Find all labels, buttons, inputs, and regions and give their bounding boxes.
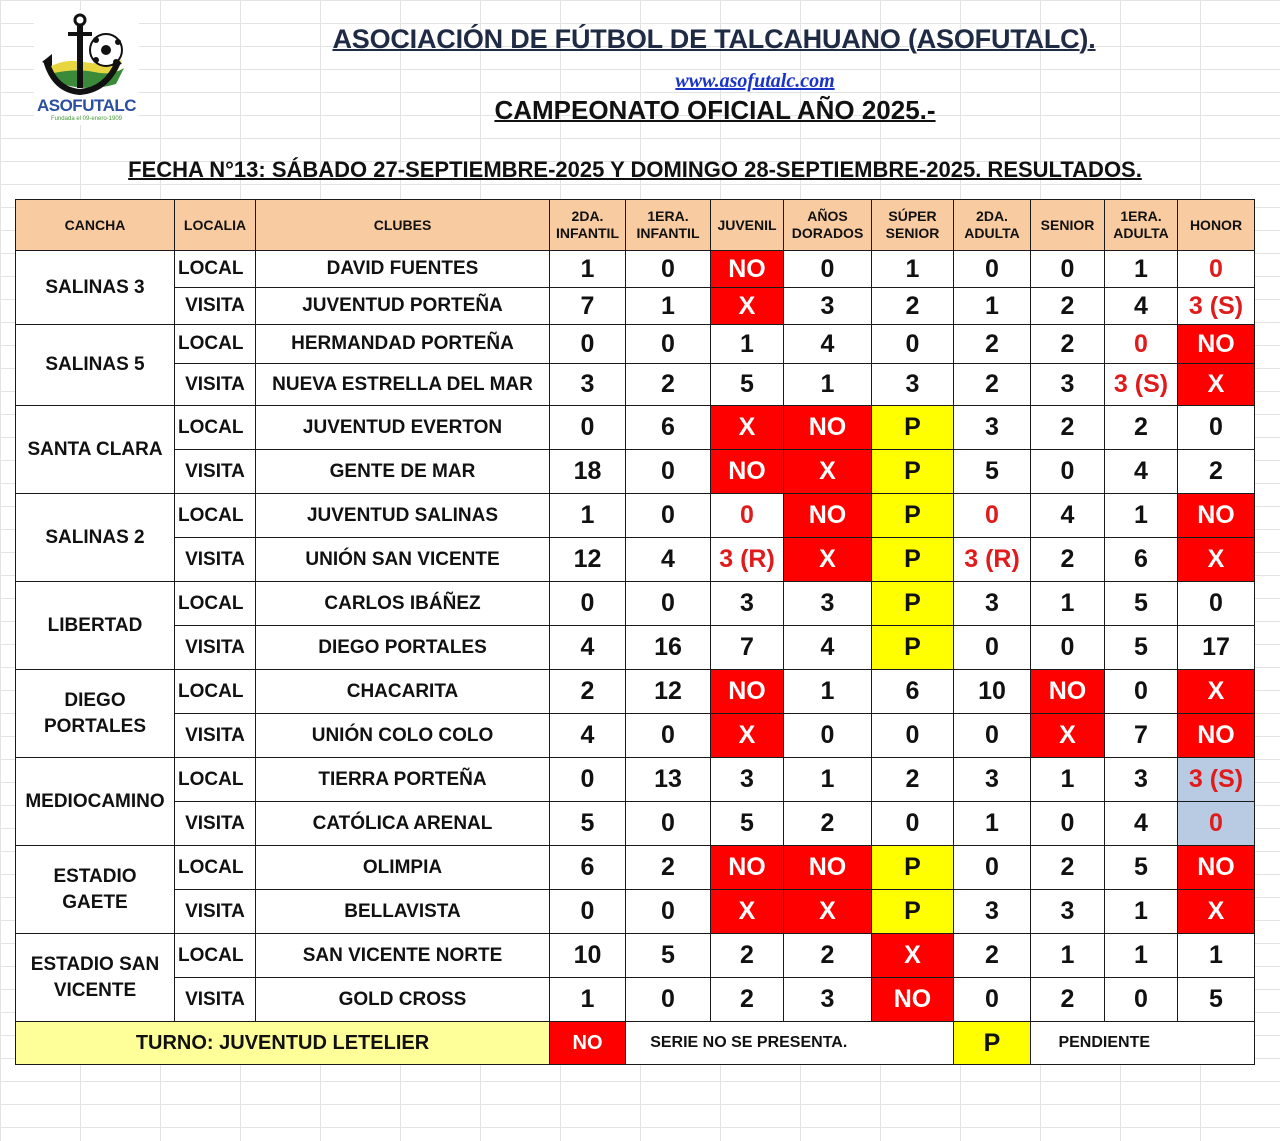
legend-row <box>16 1022 1255 1065</box>
score-cell: 0 <box>1178 251 1255 288</box>
logo-name: ASOFUTALC <box>36 96 137 115</box>
localia-cell: LOCAL <box>175 670 256 714</box>
table-row <box>16 288 1255 325</box>
score-cell: X <box>711 288 784 325</box>
score-cell: 3 <box>1031 890 1105 934</box>
score-cell: 17 <box>1178 626 1255 670</box>
score-cell: 4 <box>784 325 872 364</box>
score-cell: 12 <box>626 670 711 714</box>
club-cell: JUVENTUD PORTEÑA <box>256 288 550 325</box>
score-cell: 6 <box>1105 538 1178 582</box>
score-cell: 0 <box>711 494 784 538</box>
score-cell: 0 <box>872 714 954 758</box>
table-row <box>16 325 1255 364</box>
localia-cell: LOCAL <box>175 934 256 978</box>
score-cell: NO <box>711 251 784 288</box>
club-cell: TIERRA PORTEÑA <box>256 758 550 802</box>
score-cell: 13 <box>626 758 711 802</box>
score-cell: 1 <box>711 325 784 364</box>
legend-spacer <box>872 1022 954 1065</box>
score-cell: X <box>1178 538 1255 582</box>
results-table <box>15 199 1255 1065</box>
score-cell: NO <box>872 978 954 1022</box>
cancha-cell: SALINAS 5 <box>16 325 175 406</box>
club-cell: CATÓLICA ARENAL <box>256 802 550 846</box>
score-cell: 1 <box>550 251 626 288</box>
column-header: 1ERA. INFANTIL <box>626 200 711 251</box>
table-row <box>16 251 1255 288</box>
score-cell: 2 <box>954 934 1031 978</box>
score-cell: 3 (R) <box>954 538 1031 582</box>
score-cell: 1 <box>1105 494 1178 538</box>
cancha-cell: SALINAS 2 <box>16 494 175 582</box>
score-cell: 2 <box>784 802 872 846</box>
score-cell: P <box>872 538 954 582</box>
page-title: ASOCIACIÓN DE FÚTBOL DE TALCAHUANO (ASOFUTALC). <box>332 24 1096 54</box>
column-header: LOCALIA <box>175 200 256 251</box>
column-header: CLUBES <box>256 200 550 251</box>
score-cell: 5 <box>626 934 711 978</box>
score-cell: 0 <box>626 582 711 626</box>
table-row <box>16 758 1255 802</box>
localia-cell: LOCAL <box>175 325 256 364</box>
club-cell: UNIÓN COLO COLO <box>256 714 550 758</box>
table-row <box>16 802 1255 846</box>
score-cell: 0 <box>626 802 711 846</box>
localia-cell: LOCAL <box>175 758 256 802</box>
score-cell: 5 <box>1105 626 1178 670</box>
score-cell: 0 <box>1105 670 1178 714</box>
score-cell: 0 <box>954 494 1031 538</box>
club-cell: DIEGO PORTALES <box>256 626 550 670</box>
score-cell: 0 <box>954 846 1031 890</box>
localia-cell: VISITA <box>175 890 256 934</box>
score-cell: 3 <box>784 288 872 325</box>
localia-cell: LOCAL <box>175 846 256 890</box>
score-cell: NO <box>711 670 784 714</box>
score-cell: 5 <box>1105 846 1178 890</box>
score-cell: 1 <box>784 758 872 802</box>
score-cell: 6 <box>626 406 711 450</box>
score-cell: NO <box>784 846 872 890</box>
score-cell: 1 <box>784 670 872 714</box>
score-cell: 3 (S) <box>1178 758 1255 802</box>
table-row <box>16 626 1255 670</box>
score-cell: 0 <box>872 325 954 364</box>
score-cell: 3 (R) <box>711 538 784 582</box>
score-cell: 1 <box>1031 934 1105 978</box>
column-header: 2DA. ADULTA <box>954 200 1031 251</box>
score-cell: 1 <box>954 288 1031 325</box>
club-cell: CARLOS IBÁÑEZ <box>256 582 550 626</box>
score-cell: 1 <box>1031 582 1105 626</box>
localia-cell: VISITA <box>175 626 256 670</box>
score-cell: 5 <box>1105 582 1178 626</box>
column-header: HONOR <box>1178 200 1255 251</box>
table-row <box>16 934 1255 978</box>
score-cell: 0 <box>550 406 626 450</box>
legend-no-text: SERIE NO SE PRESENTA. <box>626 1022 872 1065</box>
score-cell: 4 <box>1031 494 1105 538</box>
score-cell: 1 <box>1031 758 1105 802</box>
localia-cell: VISITA <box>175 364 256 406</box>
score-cell: P <box>872 846 954 890</box>
score-cell: 5 <box>711 364 784 406</box>
club-cell: NUEVA ESTRELLA DEL MAR <box>256 364 550 406</box>
club-cell: JUVENTUD EVERTON <box>256 406 550 450</box>
localia-cell: LOCAL <box>175 582 256 626</box>
cancha-cell: ESTADIO GAETE <box>16 846 175 934</box>
score-cell: P <box>872 626 954 670</box>
score-cell: 4 <box>784 626 872 670</box>
score-cell: X <box>1178 364 1255 406</box>
score-cell: 1 <box>1178 934 1255 978</box>
score-cell: 1 <box>626 288 711 325</box>
score-cell: 4 <box>626 538 711 582</box>
score-cell: 3 <box>550 364 626 406</box>
score-cell: 2 <box>1031 325 1105 364</box>
localia-cell: VISITA <box>175 802 256 846</box>
score-cell: 0 <box>872 802 954 846</box>
score-cell: 3 <box>954 582 1031 626</box>
score-cell: 1 <box>550 494 626 538</box>
club-cell: BELLAVISTA <box>256 890 550 934</box>
club-cell: CHACARITA <box>256 670 550 714</box>
score-cell: X <box>872 934 954 978</box>
score-cell: 1 <box>1105 934 1178 978</box>
turno-cell: TURNO: JUVENTUD LETELIER <box>16 1022 550 1065</box>
table-row <box>16 890 1255 934</box>
score-cell: 10 <box>550 934 626 978</box>
localia-cell: VISITA <box>175 978 256 1022</box>
score-cell: 4 <box>1105 802 1178 846</box>
score-cell: 2 <box>711 934 784 978</box>
column-header: AÑOS DORADOS <box>784 200 872 251</box>
score-cell: 0 <box>1031 626 1105 670</box>
score-cell: 3 <box>954 406 1031 450</box>
table-row <box>16 714 1255 758</box>
cancha-cell: SANTA CLARA <box>16 406 175 494</box>
cancha-cell: DIEGO PORTALES <box>16 670 175 758</box>
score-cell: 2 <box>1105 406 1178 450</box>
club-cell: GENTE DE MAR <box>256 450 550 494</box>
score-cell: NO <box>784 494 872 538</box>
legend-p-text: PENDIENTE <box>1031 1022 1178 1065</box>
column-header: SÚPER SENIOR <box>872 200 954 251</box>
score-cell: 2 <box>626 846 711 890</box>
cancha-cell: ESTADIO SAN VICENTE <box>16 934 175 1022</box>
score-cell: X <box>711 890 784 934</box>
score-cell: 4 <box>550 714 626 758</box>
localia-cell: LOCAL <box>175 494 256 538</box>
score-cell: 3 <box>954 758 1031 802</box>
score-cell: 2 <box>1031 288 1105 325</box>
score-cell: 2 <box>954 325 1031 364</box>
score-cell: 2 <box>872 288 954 325</box>
club-cell: SAN VICENTE NORTE <box>256 934 550 978</box>
club-cell: UNIÓN SAN VICENTE <box>256 538 550 582</box>
score-cell: 2 <box>1031 978 1105 1022</box>
score-cell: 3 <box>711 758 784 802</box>
club-cell: JUVENTUD SALINAS <box>256 494 550 538</box>
score-cell: 0 <box>1105 978 1178 1022</box>
score-cell: 0 <box>784 251 872 288</box>
score-cell: 1 <box>1105 251 1178 288</box>
score-cell: 2 <box>711 978 784 1022</box>
score-cell: 18 <box>550 450 626 494</box>
anchor-ball-icon <box>34 10 139 100</box>
score-cell: 0 <box>1105 325 1178 364</box>
table-row <box>16 538 1255 582</box>
column-header: JUVENIL <box>711 200 784 251</box>
score-cell: 16 <box>626 626 711 670</box>
score-cell: 2 <box>1178 450 1255 494</box>
score-cell: 0 <box>954 978 1031 1022</box>
score-cell: NO <box>1178 494 1255 538</box>
cancha-cell: SALINAS 3 <box>16 251 175 325</box>
score-cell: 0 <box>550 758 626 802</box>
localia-cell: LOCAL <box>175 251 256 288</box>
score-cell: NO <box>1031 670 1105 714</box>
column-header: 2DA. INFANTIL <box>550 200 626 251</box>
localia-cell: VISITA <box>175 538 256 582</box>
localia-cell: VISITA <box>175 450 256 494</box>
legend-p-swatch: P <box>954 1022 1031 1065</box>
score-cell: 5 <box>954 450 1031 494</box>
score-cell: 0 <box>954 251 1031 288</box>
score-cell: 0 <box>626 325 711 364</box>
score-cell: 3 (S) <box>1105 364 1178 406</box>
score-cell: 7 <box>1105 714 1178 758</box>
score-cell: 2 <box>1031 538 1105 582</box>
score-cell: 10 <box>954 670 1031 714</box>
score-cell: 0 <box>784 714 872 758</box>
score-cell: P <box>872 582 954 626</box>
score-cell: X <box>784 450 872 494</box>
score-cell: 2 <box>1031 846 1105 890</box>
score-cell: 0 <box>1178 582 1255 626</box>
score-cell: NO <box>1178 846 1255 890</box>
score-cell: 7 <box>711 626 784 670</box>
score-cell: 6 <box>872 670 954 714</box>
table-row <box>16 450 1255 494</box>
score-cell: 0 <box>1031 251 1105 288</box>
legend-spacer <box>1178 1022 1255 1065</box>
localia-cell: LOCAL <box>175 406 256 450</box>
score-cell: 0 <box>626 450 711 494</box>
score-cell: X <box>711 714 784 758</box>
asofutalc-logo <box>34 10 139 125</box>
score-cell: X <box>1178 890 1255 934</box>
column-header: SENIOR <box>1031 200 1105 251</box>
score-cell: 0 <box>626 251 711 288</box>
localia-cell: VISITA <box>175 714 256 758</box>
score-cell: P <box>872 406 954 450</box>
score-cell: 2 <box>954 364 1031 406</box>
score-cell: X <box>711 406 784 450</box>
score-cell: 3 <box>1105 758 1178 802</box>
score-cell: X <box>784 890 872 934</box>
score-cell: 5 <box>1178 978 1255 1022</box>
championship-title: CAMPEONATO OFICIAL AÑO 2025.- <box>494 95 936 125</box>
score-cell: 0 <box>626 890 711 934</box>
score-cell: 4 <box>550 626 626 670</box>
table-row <box>16 494 1255 538</box>
score-cell: 0 <box>954 626 1031 670</box>
score-cell: 3 <box>872 364 954 406</box>
score-cell: NO <box>784 406 872 450</box>
score-cell: 2 <box>872 758 954 802</box>
score-cell: 0 <box>954 714 1031 758</box>
score-cell: 4 <box>1105 288 1178 325</box>
score-cell: 1 <box>872 251 954 288</box>
score-cell: 3 <box>784 582 872 626</box>
score-cell: X <box>1178 670 1255 714</box>
website-link[interactable]: www.asofutalc.com <box>675 70 835 92</box>
score-cell: 1 <box>550 978 626 1022</box>
logo-subtitle: Fundada el 09-enero-1909 <box>50 116 123 122</box>
score-cell: 2 <box>550 670 626 714</box>
score-cell: 5 <box>550 802 626 846</box>
score-cell: 0 <box>1178 406 1255 450</box>
legend-no-swatch: NO <box>550 1022 626 1065</box>
column-header: 1ERA. ADULTA <box>1105 200 1178 251</box>
localia-cell: VISITA <box>175 288 256 325</box>
score-cell: NO <box>711 450 784 494</box>
score-cell: 0 <box>550 582 626 626</box>
score-cell: 2 <box>626 364 711 406</box>
cancha-cell: MEDIOCAMINO <box>16 758 175 846</box>
column-header: CANCHA <box>16 200 175 251</box>
score-cell: P <box>872 494 954 538</box>
score-cell: 0 <box>626 978 711 1022</box>
score-cell: 4 <box>1105 450 1178 494</box>
table-header-row <box>16 200 1255 251</box>
club-cell: OLIMPIA <box>256 846 550 890</box>
score-cell: P <box>872 890 954 934</box>
score-cell: 3 <box>784 978 872 1022</box>
score-cell: X <box>784 538 872 582</box>
score-cell: 0 <box>1031 450 1105 494</box>
score-cell: 2 <box>1031 406 1105 450</box>
score-cell: 3 <box>711 582 784 626</box>
score-cell: 0 <box>626 494 711 538</box>
score-cell: 0 <box>550 890 626 934</box>
table-row <box>16 846 1255 890</box>
score-cell: 0 <box>1178 802 1255 846</box>
score-cell: 0 <box>1031 802 1105 846</box>
score-cell: 3 <box>1031 364 1105 406</box>
score-cell: 3 <box>954 890 1031 934</box>
score-cell: 6 <box>550 846 626 890</box>
score-cell: NO <box>1178 325 1255 364</box>
score-cell: 0 <box>626 714 711 758</box>
round-title: FECHA N°13: SÁBADO 27-SEPTIEMBRE-2025 Y DOMINGO 28-SEPTIEMBRE-2025. RESULTADOS. <box>128 157 1142 182</box>
score-cell: P <box>872 450 954 494</box>
table-row <box>16 364 1255 406</box>
score-cell: 3 (S) <box>1178 288 1255 325</box>
score-cell: 2 <box>784 934 872 978</box>
cancha-cell: LIBERTAD <box>16 582 175 670</box>
club-cell: GOLD CROSS <box>256 978 550 1022</box>
table-row <box>16 582 1255 626</box>
score-cell: 12 <box>550 538 626 582</box>
score-cell: 7 <box>550 288 626 325</box>
score-cell: 1 <box>784 364 872 406</box>
score-cell: 0 <box>550 325 626 364</box>
club-cell: DAVID FUENTES <box>256 251 550 288</box>
table-row <box>16 406 1255 450</box>
score-cell: 1 <box>954 802 1031 846</box>
score-cell: 1 <box>1105 890 1178 934</box>
table-row <box>16 978 1255 1022</box>
score-cell: NO <box>711 846 784 890</box>
club-cell: HERMANDAD PORTEÑA <box>256 325 550 364</box>
score-cell: NO <box>1178 714 1255 758</box>
score-cell: 5 <box>711 802 784 846</box>
score-cell: X <box>1031 714 1105 758</box>
table-row <box>16 670 1255 714</box>
